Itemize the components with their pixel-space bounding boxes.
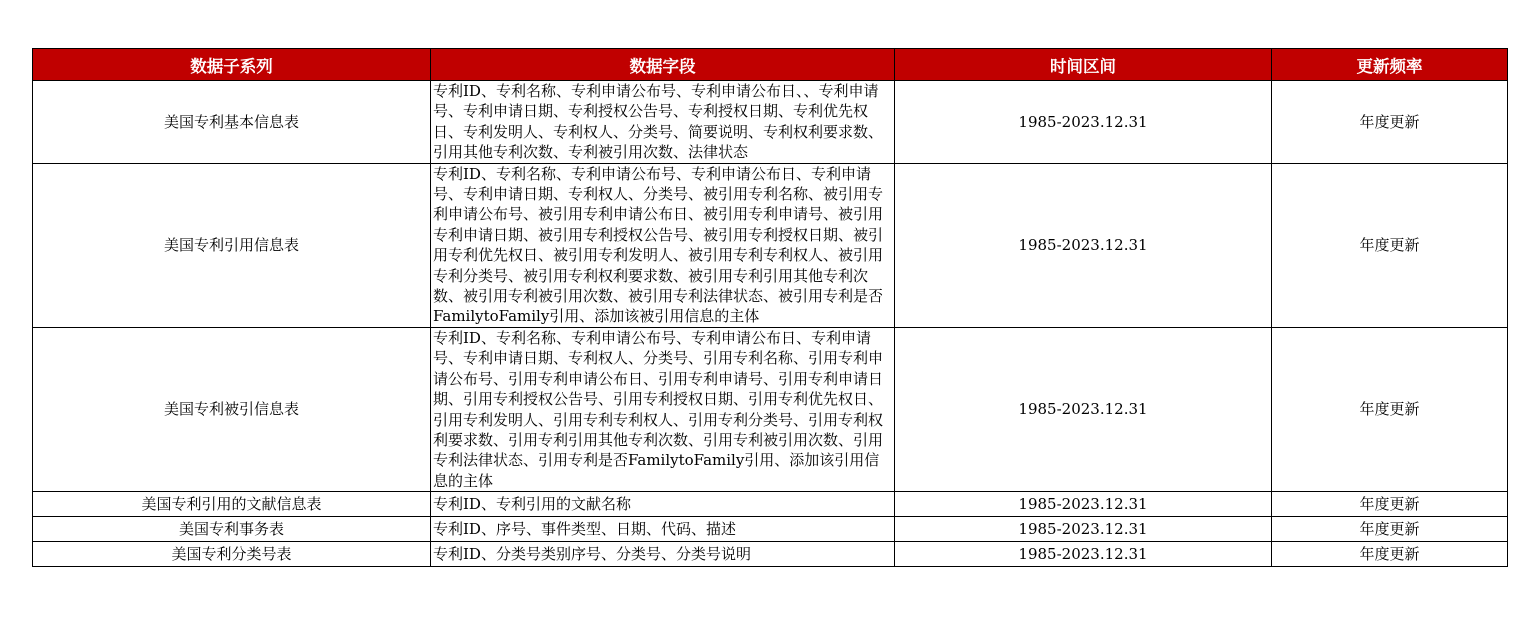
fields-text: 专利ID、分类号类别序号、分类号、分类号说明 xyxy=(433,545,751,564)
series-cell: 美国专利被引信息表 xyxy=(33,327,431,491)
frequency-cell: 年度更新 xyxy=(1272,492,1508,517)
fields-text: 专利ID、序号、事件类型、日期、代码、描述 xyxy=(433,520,736,539)
frequency-cell: 年度更新 xyxy=(1272,81,1508,164)
header-series: 数据子系列 xyxy=(33,49,431,81)
fields-text: 专利ID、专利名称、专利申请公布号、专利申请公布日、专利申请号、专利申请日期、专利权人、分类号、引用专利名称、引用专利申请公布号、引用专利申请公布日、引用专利申请号、引用专利申请日期、引用专利授权公告号、引用专利授权日期、引用专利优先权日、引用专利发明人、引用专利专利权人、引用专利分类号、引用专利权利要求数、引用专利引用其他专利次数、引用专利被引用次数、引用专利法律状态、引用专利是否FamilytoFamily引用、添加该引用信息的主体 xyxy=(433,328,884,490)
fields-text: 专利ID、专利引用的文献名称 xyxy=(433,495,631,514)
fields-cell xyxy=(431,492,895,517)
period-cell: 1985-2023.12.31 xyxy=(895,163,1272,327)
header-frequency: 更新频率 xyxy=(1272,49,1508,81)
header-fields: 数据字段 xyxy=(431,49,895,81)
period-cell: 1985-2023.12.31 xyxy=(895,517,1272,542)
frequency-cell: 年度更新 xyxy=(1272,517,1508,542)
period-cell: 1985-2023.12.31 xyxy=(895,81,1272,164)
period-cell: 1985-2023.12.31 xyxy=(895,327,1272,491)
series-cell: 美国专利事务表 xyxy=(33,517,431,542)
fields-cell xyxy=(431,542,895,567)
fields-text: 专利ID、专利名称、专利申请公布号、专利申请公布日、专利申请号、专利申请日期、专利权人、分类号、被引用专利名称、被引用专利申请公布号、被引用专利申请公布日、被引用专利申请号、被引用专利申请日期、被引用专利授权公告号、被引用专利授权日期、被引用专利优先权日、被引用专利发明人、被引用专利专利权人、被引用专利分类号、被引用专利权利要求数、被引用专利引用其他专利次数、被引用专利被引用次数、被引用专利法律状态、被引用专利是否FamilytoFamily引用、添加该被引用信息的主体 xyxy=(433,164,884,326)
data-series-table xyxy=(32,48,1508,567)
fields-cell xyxy=(431,517,895,542)
fields-cell xyxy=(431,327,895,491)
fields-cell xyxy=(431,163,895,327)
period-cell: 1985-2023.12.31 xyxy=(895,492,1272,517)
header-period: 时间区间 xyxy=(895,49,1272,81)
fields-cell xyxy=(431,81,895,164)
fields-text: 专利ID、专利名称、专利申请公布号、专利申请公布日、、专利申请号、专利申请日期、专利授权公告号、专利授权日期、专利优先权日、专利发明人、专利权人、分类号、简要说明、专利权利要求数、引用其他专利次数、专利被引用次数、法律状态 xyxy=(433,82,884,162)
table-row xyxy=(33,81,1508,164)
frequency-cell: 年度更新 xyxy=(1272,542,1508,567)
table-row xyxy=(33,517,1508,542)
frequency-cell: 年度更新 xyxy=(1272,163,1508,327)
series-cell: 美国专利引用的文献信息表 xyxy=(33,492,431,517)
table-header-row xyxy=(33,49,1508,81)
table-row xyxy=(33,492,1508,517)
series-cell: 美国专利引用信息表 xyxy=(33,163,431,327)
period-cell: 1985-2023.12.31 xyxy=(895,542,1272,567)
frequency-cell: 年度更新 xyxy=(1272,327,1508,491)
series-cell: 美国专利分类号表 xyxy=(33,542,431,567)
table-row xyxy=(33,542,1508,567)
table-row xyxy=(33,327,1508,491)
series-cell: 美国专利基本信息表 xyxy=(33,81,431,164)
table-row xyxy=(33,163,1508,327)
